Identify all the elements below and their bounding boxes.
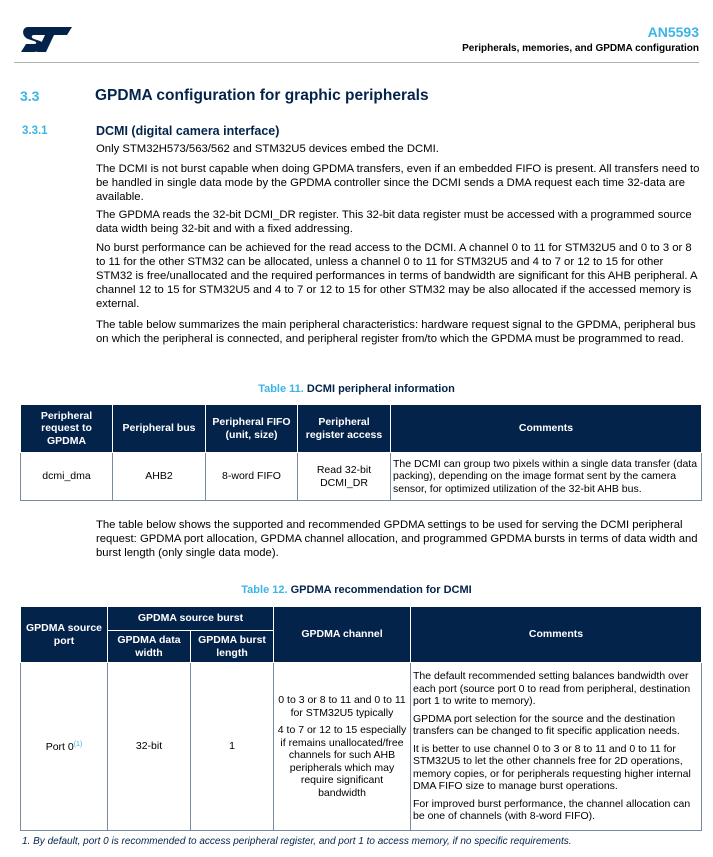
table-cell: 8-word FIFO bbox=[206, 453, 298, 501]
section-title: GPDMA configuration for graphic peripherals bbox=[95, 87, 429, 104]
table-header-cell: GPDMA data width bbox=[108, 631, 191, 663]
document-section-title: Peripherals, memories, and GPDMA configuration bbox=[462, 43, 699, 54]
table-caption bbox=[0, 383, 713, 395]
table-header-cell: GPDMA source port bbox=[21, 607, 108, 663]
dcmi-peripheral-table bbox=[20, 404, 702, 501]
channel-text: 4 to 7 or 12 to 15 especially if remains unallocated/free channels for such AHB peripherals which may require significant bandwidth bbox=[277, 724, 407, 799]
footnote-reference: (1) bbox=[73, 741, 83, 749]
table-cell: dcmi_dma bbox=[21, 453, 113, 501]
body-paragraph: Only STM32H573/563/562 and STM32U5 devices embed the DCMI. bbox=[96, 143, 439, 155]
comment-text: It is better to use channel 0 to 3 or 8 to 11 and 0 to 11 for STM32U5 to let the other channels free for 2D operations, memory copies, or for peripherals requesting higher internal DMA FIFO size to manage burst operations. bbox=[413, 742, 691, 793]
table-header-cell: Comments bbox=[391, 405, 702, 453]
table-cell bbox=[21, 663, 108, 831]
comment-text: For improved burst performance, the channel allocation can be one of channels (with 8-word FIFO). bbox=[413, 797, 691, 823]
table-cell: The DCMI can group two pixels within a single data transfer (data packing), depending on the image format sent by the camera sensor, for optimized utilization of the 32-bit AHB bus. bbox=[391, 453, 702, 501]
table-cell: AHB2 bbox=[113, 453, 206, 501]
body-paragraph: The DCMI is not burst capable when doing GPDMA transfers, even if an embedded FIFO is present. All transfers need to be handled in single data mode by the GPDMA controller since the DCMI sends a DMA request each time 32-data are available. bbox=[96, 163, 700, 203]
body-paragraph: The table below shows the supported and recommended GPDMA settings to be used for serving the DCMI peripheral request: GPDMA port allocation, GPDMA channel allocation, and programmed GPDMA bursts in terms of data width and burst length (only single data mode). bbox=[96, 519, 698, 559]
table-label: Table 11. bbox=[258, 383, 304, 395]
table-header-cell: Peripheral FIFO (unit, size) bbox=[206, 405, 298, 453]
st-logo bbox=[20, 24, 74, 54]
subsection-title: DCMI (digital camera interface) bbox=[96, 124, 280, 138]
table-row bbox=[21, 663, 702, 831]
table-title: DCMI peripheral information bbox=[306, 383, 455, 395]
table-caption bbox=[0, 584, 713, 596]
body-paragraph: No burst performance can be achieved for the read access to the DCMI. A channel 0 to 11 for STM32U5 and 0 to 3 or 8 to 11 for the other STM32 can be allocated, unless a channel 0 to 11 for STM32U5 and 4 to 7 or 12 to 15 for other STM32 is free/unallocated and the required performances in terms of bandwidth are significant for this AHB peripheral. A channel 12 to 15 for STM32U5 and 4 to 7 or 12 to 15 for other STM32 may be also allocated if the accessed memory is external. bbox=[96, 242, 697, 310]
table-cell: 32-bit bbox=[108, 663, 191, 831]
channel-text: 0 to 3 or 8 to 11 and 0 to 11 for STM32U5 typically bbox=[278, 694, 406, 719]
body-paragraph: The table below summarizes the main peripheral characteristics: hardware request signal to the GPDMA, peripheral bus on which the peripheral is connected, and peripheral register from/to which the GPDMA must be programmed to read. bbox=[96, 319, 696, 345]
table-header-cell: Peripheral bus bbox=[113, 405, 206, 453]
port-value: Port 0 bbox=[45, 741, 74, 754]
table-label: Table 12. bbox=[241, 584, 288, 596]
table-cell bbox=[411, 663, 702, 831]
table-row bbox=[21, 453, 702, 501]
gpdma-recommendation-table bbox=[20, 606, 702, 831]
table-header-cell: GPDMA source burst bbox=[108, 607, 274, 631]
comment-text: GPDMA port selection for the source and the destination transfers can be changed to fit specific application needs. bbox=[413, 712, 680, 738]
header-divider bbox=[14, 62, 699, 63]
comment-text: The default recommended setting balances bandwidth over each port (source port 0 to read from peripheral, destination port 1 to write to memory). bbox=[413, 670, 691, 708]
table-cell bbox=[274, 663, 411, 831]
table-header-cell: Peripheral request to GPDMA bbox=[21, 405, 113, 453]
section-number: 3.3 bbox=[20, 88, 40, 104]
table-header-cell: GPDMA channel bbox=[274, 607, 411, 663]
body-paragraph: The GPDMA reads the 32-bit DCMI_DR register. This 32-bit data register must be accessed with a programmed source data width being 32-bit and with a fixed addressing. bbox=[96, 209, 692, 235]
table-header-cell: Comments bbox=[411, 607, 702, 663]
table-title: GPDMA recommendation for DCMI bbox=[290, 584, 472, 596]
document-number: AN5593 bbox=[647, 24, 699, 40]
table-header-cell: Peripheral register access bbox=[298, 405, 391, 453]
table-header-cell: GPDMA burst length bbox=[191, 631, 274, 663]
table-cell: 1 bbox=[191, 663, 274, 831]
table-cell: Read 32-bit DCMI_DR bbox=[298, 453, 391, 501]
subsection-number: 3.3.1 bbox=[22, 125, 48, 137]
footnote: 1. By default, port 0 is recommended to access peripheral register, and port 1 to access memory, if no specific requirements. bbox=[22, 836, 572, 847]
